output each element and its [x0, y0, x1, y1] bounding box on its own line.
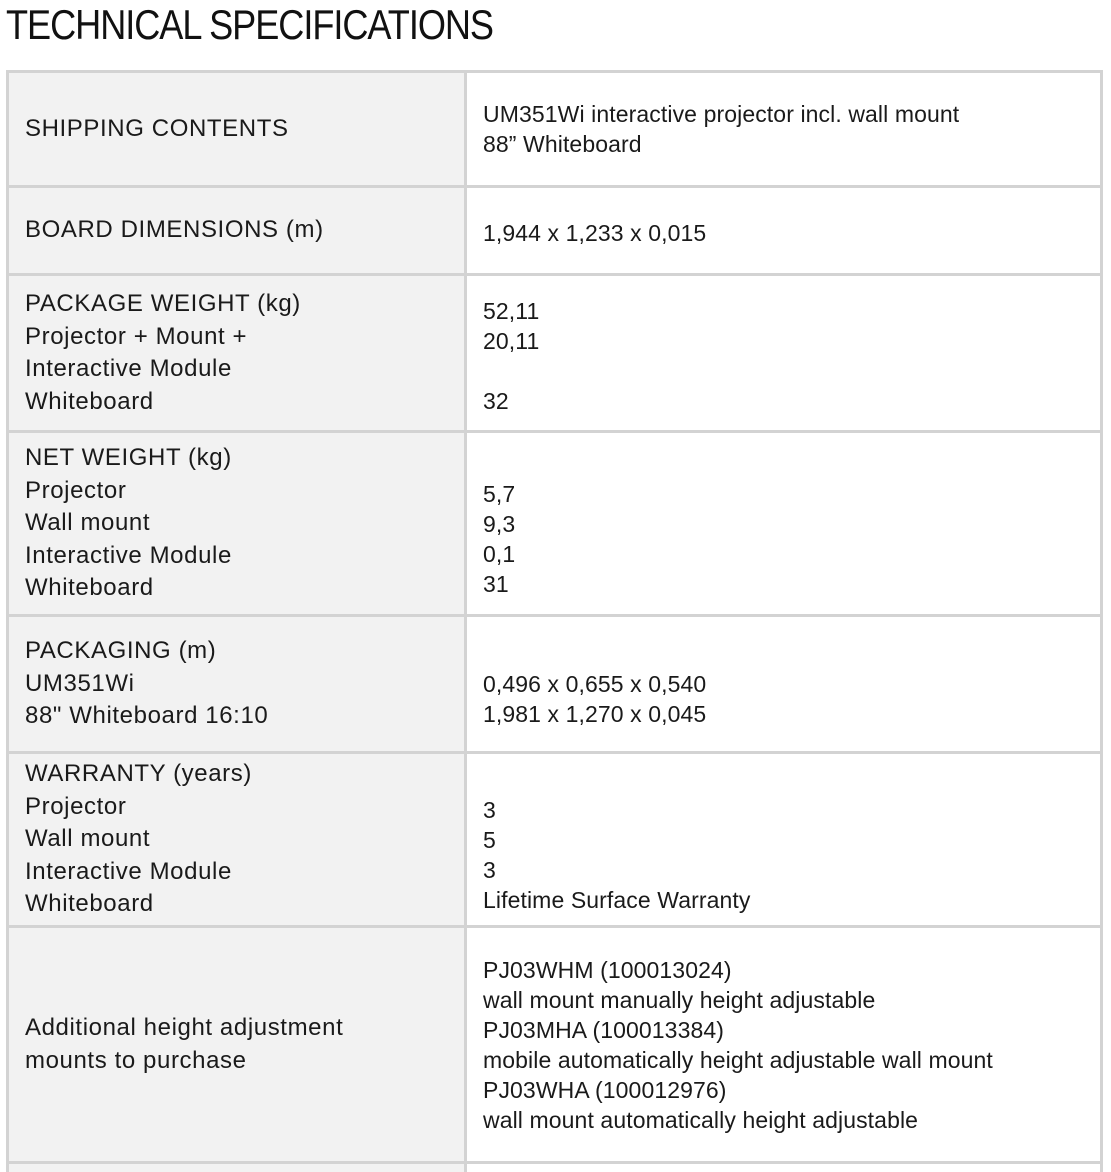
- spec-value-cell: [466, 1163, 1102, 1172]
- spec-value: 52,11: [483, 296, 1086, 326]
- spec-label-item: Interactive Module: [25, 856, 450, 889]
- spec-value-cell: [466, 187, 1102, 275]
- spec-label-cell: [8, 1163, 466, 1172]
- spec-value-cell: [466, 432, 1102, 616]
- spec-label-heading: PACKAGING (m): [25, 635, 450, 668]
- spec-label-heading: mounts to purchase: [25, 1045, 450, 1078]
- spec-label-cell: [8, 616, 466, 753]
- spec-value: 0,496 x 0,655 x 0,540: [483, 669, 1086, 699]
- spec-value-cell: [466, 275, 1102, 432]
- spec-value: mobile automatically height adjustable wall mount: [483, 1045, 1086, 1075]
- spec-value: 9,3: [483, 509, 1086, 539]
- spec-label-item: Projector: [25, 791, 450, 824]
- spec-label-item: Interactive Module: [25, 353, 450, 386]
- spec-value: PJ03MHA (100013384): [483, 1015, 1086, 1045]
- spec-label-item: Whiteboard: [25, 386, 450, 419]
- spec-value-cell: [466, 753, 1102, 927]
- spec-value-spacer: [483, 356, 1086, 386]
- page-title: TECHNICAL SPECIFICATIONS: [6, 0, 493, 50]
- spec-value: 88” Whiteboard: [483, 129, 1086, 159]
- spec-label-item: Wall mount: [25, 823, 450, 856]
- spec-value-cell: [466, 927, 1102, 1163]
- spec-value: 3: [483, 795, 1086, 825]
- spec-value: 5,7: [483, 479, 1086, 509]
- spec-label-heading: PACKAGE WEIGHT (kg): [25, 288, 450, 321]
- spec-value: 32: [483, 386, 1086, 416]
- spec-value-cell: [466, 72, 1102, 187]
- spec-label-item: UM351Wi: [25, 668, 450, 701]
- spec-label-cell: [8, 275, 466, 432]
- spec-value: 1,981 x 1,270 x 0,045: [483, 699, 1086, 729]
- spec-value: PJ03WHM (100013024): [483, 955, 1086, 985]
- spec-row-partial: [8, 1163, 1102, 1172]
- spec-row-warranty: [8, 753, 1102, 927]
- spec-value: PJ03WHA (100012976): [483, 1075, 1086, 1105]
- spec-label-cell: [8, 432, 466, 616]
- spec-table: [6, 70, 1103, 1172]
- spec-label-heading: WARRANTY (years): [25, 758, 450, 791]
- spec-row-additional-mounts: [8, 927, 1102, 1163]
- spec-row-shipping-contents: [8, 72, 1102, 187]
- spec-value: 0,1: [483, 539, 1086, 569]
- spec-value: 5: [483, 825, 1086, 855]
- spec-row-package-weight: [8, 275, 1102, 432]
- spec-label-item: Projector + Mount +: [25, 321, 450, 354]
- spec-row-board-dimensions: [8, 187, 1102, 275]
- spec-label-item: Whiteboard: [25, 572, 450, 605]
- spec-label-item: 88" Whiteboard 16:10: [25, 700, 450, 733]
- spec-value: wall mount automatically height adjustable: [483, 1105, 1086, 1135]
- spec-label-cell: [8, 927, 466, 1163]
- spec-label-cell: [8, 753, 466, 927]
- spec-value-cell: [466, 616, 1102, 753]
- spec-value: UM351Wi interactive projector incl. wall mount: [483, 99, 1086, 129]
- spec-label-item: Whiteboard: [25, 888, 450, 921]
- spec-row-packaging: [8, 616, 1102, 753]
- spec-label-heading: BOARD DIMENSIONS (m): [25, 214, 450, 247]
- spec-label-cell: [8, 187, 466, 275]
- spec-value: Lifetime Surface Warranty: [483, 885, 1086, 915]
- spec-label-cell: [8, 72, 466, 187]
- spec-value: 3: [483, 855, 1086, 885]
- spec-label-item: Wall mount: [25, 507, 450, 540]
- spec-row-net-weight: [8, 432, 1102, 616]
- spec-value: wall mount manually height adjustable: [483, 985, 1086, 1015]
- spec-label-heading: Additional height adjustment: [25, 1012, 450, 1045]
- spec-value: 31: [483, 569, 1086, 599]
- spec-value: 20,11: [483, 326, 1086, 356]
- spec-label-item: Projector: [25, 475, 450, 508]
- spec-label-heading: NET WEIGHT (kg): [25, 442, 450, 475]
- spec-label-heading: SHIPPING CONTENTS: [25, 113, 450, 146]
- spec-value: 1,944 x 1,233 x 0,015: [483, 218, 1086, 248]
- spec-label-item: Interactive Module: [25, 540, 450, 573]
